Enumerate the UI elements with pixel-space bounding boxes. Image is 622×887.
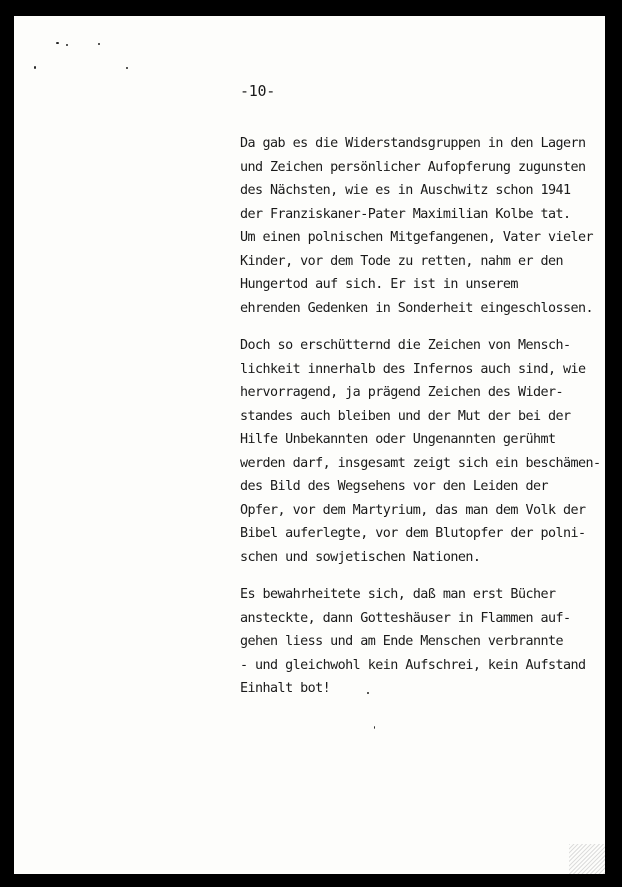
text-line: Da gab es die Widerstandsgruppen in den Lagern bbox=[240, 136, 586, 151]
text-line: Einhalt bot! bbox=[240, 681, 331, 696]
text-line: Opfer, vor dem Martyrium, das man dem Volk der bbox=[240, 502, 586, 518]
text-line: Hilfe Unbekannten oder Ungenannten gerühmt bbox=[240, 432, 556, 447]
page-number: -10- bbox=[240, 82, 275, 100]
text-line: hervorragend, ja prägend Zeichen des Wider- bbox=[240, 385, 564, 400]
text-line: Kinder, vor dem Tode zu retten, nahm er den bbox=[240, 253, 564, 269]
scan-speck bbox=[34, 66, 36, 69]
text-line: - und gleichwohl kein Aufschrei, kein Aufstand bbox=[240, 657, 586, 673]
text-line: ansteckte, dann Gotteshäuser in Flammen auf- bbox=[240, 610, 571, 626]
scan-speck bbox=[374, 726, 375, 729]
text-line: Bibel auferlegte, vor dem Blutopfer der polni- bbox=[240, 526, 586, 541]
text-line: werden darf, insgesamt zeigt sich ein beschämen- bbox=[240, 455, 601, 471]
document-page bbox=[14, 16, 605, 874]
document-body bbox=[240, 132, 600, 715]
text-line: gehen liess und am Ende Menschen verbrannte bbox=[240, 634, 564, 649]
scan-speck bbox=[66, 44, 68, 46]
text-line: Doch so erschütternd die Zeichen von Mensch- bbox=[240, 338, 571, 353]
scan-speck bbox=[98, 43, 100, 45]
text-line: Um einen polnischen Mitgefangenen, Vater vieler bbox=[240, 230, 594, 245]
scan-speck bbox=[56, 42, 59, 44]
paragraph-3 bbox=[240, 583, 600, 701]
text-line: ehrenden Gedenken in Sonderheit eingeschlossen. bbox=[240, 300, 594, 316]
text-line: und Zeichen persönlicher Aufopferung zugunsten bbox=[240, 159, 586, 175]
text-line: standes auch bleiben und der Mut der bei der bbox=[240, 408, 571, 424]
text-line: Es bewahrheitete sich, daß man erst Bücher bbox=[240, 587, 556, 602]
text-line: Hungertod auf sich. Er ist in unserem bbox=[240, 277, 518, 292]
scan-noise-corner bbox=[569, 844, 605, 874]
text-line: schen und sowjetischen Nationen. bbox=[240, 549, 481, 565]
scan-speck bbox=[126, 67, 128, 69]
text-line: des Nächsten, wie es in Auschwitz schon 1941 bbox=[240, 183, 571, 198]
text-line: lichkeit innerhalb des Infernos auch sind, wie bbox=[240, 361, 586, 377]
text-line: der Franziskaner-Pater Maximilian Kolbe tat. bbox=[240, 206, 571, 222]
paragraph-2 bbox=[240, 334, 600, 569]
text-line: des Bild des Wegsehens vor den Leiden der bbox=[240, 479, 548, 494]
paragraph-1 bbox=[240, 132, 600, 320]
